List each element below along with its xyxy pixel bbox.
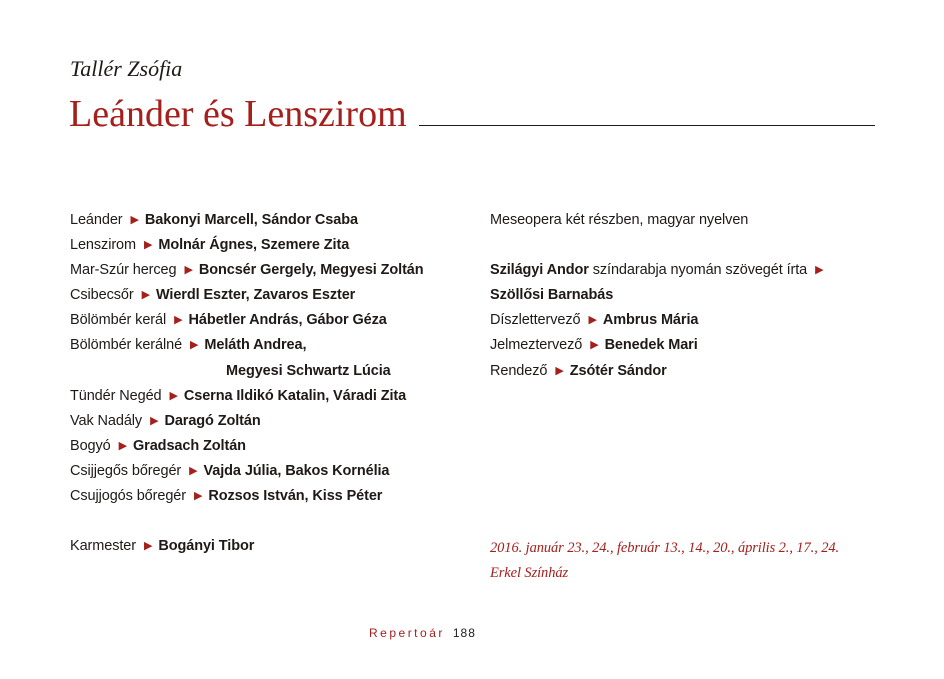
cast-role: Csujjogós bőregér bbox=[70, 488, 186, 505]
arrow-right-icon: ▶ bbox=[590, 339, 599, 352]
cast-role: Csibecsőr bbox=[70, 287, 134, 304]
spacer bbox=[490, 233, 880, 258]
genre-line: Meseopera két részben, magyar nyelven bbox=[490, 212, 749, 228]
crew-role: Díszlettervező bbox=[490, 312, 581, 329]
author-name: Tallér Zsófia bbox=[70, 56, 183, 81]
title-row bbox=[69, 92, 875, 136]
page-number: 188 bbox=[452, 626, 476, 640]
arrow-right-icon: ▶ bbox=[118, 439, 127, 452]
cast-role: Bölömbér kerál bbox=[70, 312, 167, 329]
arrow-right-icon: ▶ bbox=[174, 314, 183, 327]
cast-names: Rozsos István, Kiss Péter bbox=[208, 488, 383, 505]
librettist-name: Szöllősi Barnabás bbox=[490, 287, 614, 304]
cast-role: Bogyó bbox=[70, 437, 111, 454]
performance-venue: Erkel Színház bbox=[490, 565, 569, 582]
conductor-role: Karmester bbox=[70, 538, 136, 555]
cast-role: Csijjegős bőregér bbox=[70, 462, 182, 479]
cast-row-bogyo bbox=[70, 434, 480, 459]
page-title: Leánder és Lenszirom bbox=[69, 93, 407, 135]
cast-names: Gradsach Zoltán bbox=[133, 437, 246, 454]
arrow-right-icon: ▶ bbox=[555, 364, 564, 377]
cast-names: Boncsér Gergely, Megyesi Zoltán bbox=[198, 262, 424, 279]
cast-names: Daragó Zoltán bbox=[164, 412, 261, 429]
arrow-right-icon: ▶ bbox=[130, 214, 139, 226]
cast-row-mar-szur bbox=[70, 258, 480, 283]
cast-role: Mar-Szúr herceg bbox=[70, 262, 177, 279]
cast-role: Bölömbér kerálné bbox=[70, 337, 183, 354]
page-footer bbox=[369, 626, 476, 640]
arrow-right-icon: ▶ bbox=[144, 239, 153, 252]
cast-names: Hábetler András, Gábor Géza bbox=[188, 312, 387, 329]
arrow-right-icon: ▶ bbox=[143, 540, 153, 553]
performance-dates: 2016. január 23., 24., február 13., 14., 20., április 2., 17., 24. bbox=[490, 540, 840, 556]
crew-names: Zsótér Sándor bbox=[569, 362, 667, 379]
arrow-right-icon: ▶ bbox=[169, 389, 178, 402]
arrow-right-icon: ▶ bbox=[588, 314, 597, 327]
librettist-line bbox=[490, 283, 880, 308]
cast-row-bolomber-keralne bbox=[70, 333, 480, 358]
performance-info bbox=[490, 536, 880, 586]
crew-names: Ambrus Mária bbox=[602, 312, 699, 329]
crew-row-set-designer bbox=[490, 308, 880, 333]
crew-role: Rendező bbox=[490, 362, 548, 379]
footer-section-label: Repertoár bbox=[369, 626, 445, 640]
arrow-right-icon: ▶ bbox=[150, 414, 159, 427]
title-rule bbox=[419, 125, 875, 126]
arrow-right-icon: ▶ bbox=[193, 490, 203, 503]
cast-row-bolomber-keralne-cont bbox=[70, 359, 480, 384]
cast-names: Molnár Ágnes, Szemere Zita bbox=[158, 237, 350, 254]
cast-row-leander bbox=[70, 208, 480, 233]
cast-list bbox=[70, 208, 480, 559]
crew-role: Jelmeztervező bbox=[490, 337, 583, 354]
cast-row-csujjogos-boreger bbox=[70, 484, 480, 509]
arrow-right-icon: ▶ bbox=[141, 289, 150, 302]
crew-row-costume-designer bbox=[490, 333, 880, 358]
cast-names: Wierdl Eszter, Zavaros Eszter bbox=[155, 287, 356, 304]
cast-row-vak-nadaly bbox=[70, 409, 480, 434]
cast-row-csijjegos-boreger bbox=[70, 459, 480, 484]
cast-row-bolomber-keral bbox=[70, 308, 480, 333]
conductor-name: Bogányi Tibor bbox=[158, 538, 255, 555]
cast-names: Meláth Andrea, bbox=[204, 337, 307, 354]
arrow-right-icon: ▶ bbox=[184, 264, 193, 277]
cast-role: Tündér Negéd bbox=[70, 387, 162, 404]
arrow-right-icon: ▶ bbox=[189, 464, 198, 477]
cast-role: Lenszirom bbox=[70, 237, 136, 254]
arrow-right-icon: ▶ bbox=[815, 264, 824, 277]
production-info bbox=[490, 208, 880, 384]
cast-row-csibecsor bbox=[70, 283, 480, 308]
spacer bbox=[70, 509, 480, 534]
source-line bbox=[490, 258, 880, 283]
cast-names: Cserna Ildikó Katalin, Váradi Zita bbox=[183, 387, 407, 404]
cast-row-lenszirom bbox=[70, 233, 480, 258]
crew-names: Benedek Mari bbox=[604, 337, 698, 354]
cast-names: Vajda Júlia, Bakos Kornélia bbox=[203, 462, 390, 479]
cast-role: Vak Nadály bbox=[70, 412, 143, 429]
cast-role: Leánder bbox=[70, 212, 123, 228]
cast-row-tunder-neged bbox=[70, 384, 480, 409]
source-author: Szilágyi Andor bbox=[490, 262, 589, 279]
arrow-right-icon: ▶ bbox=[190, 339, 199, 352]
cast-names: Bakonyi Marcell, Sándor Csaba bbox=[144, 212, 358, 228]
crew-row-director bbox=[490, 359, 880, 384]
conductor-row bbox=[70, 534, 480, 559]
source-text: színdarabja nyomán szövegét írta bbox=[592, 262, 808, 279]
cast-names: Megyesi Schwartz Lúcia bbox=[226, 362, 391, 379]
